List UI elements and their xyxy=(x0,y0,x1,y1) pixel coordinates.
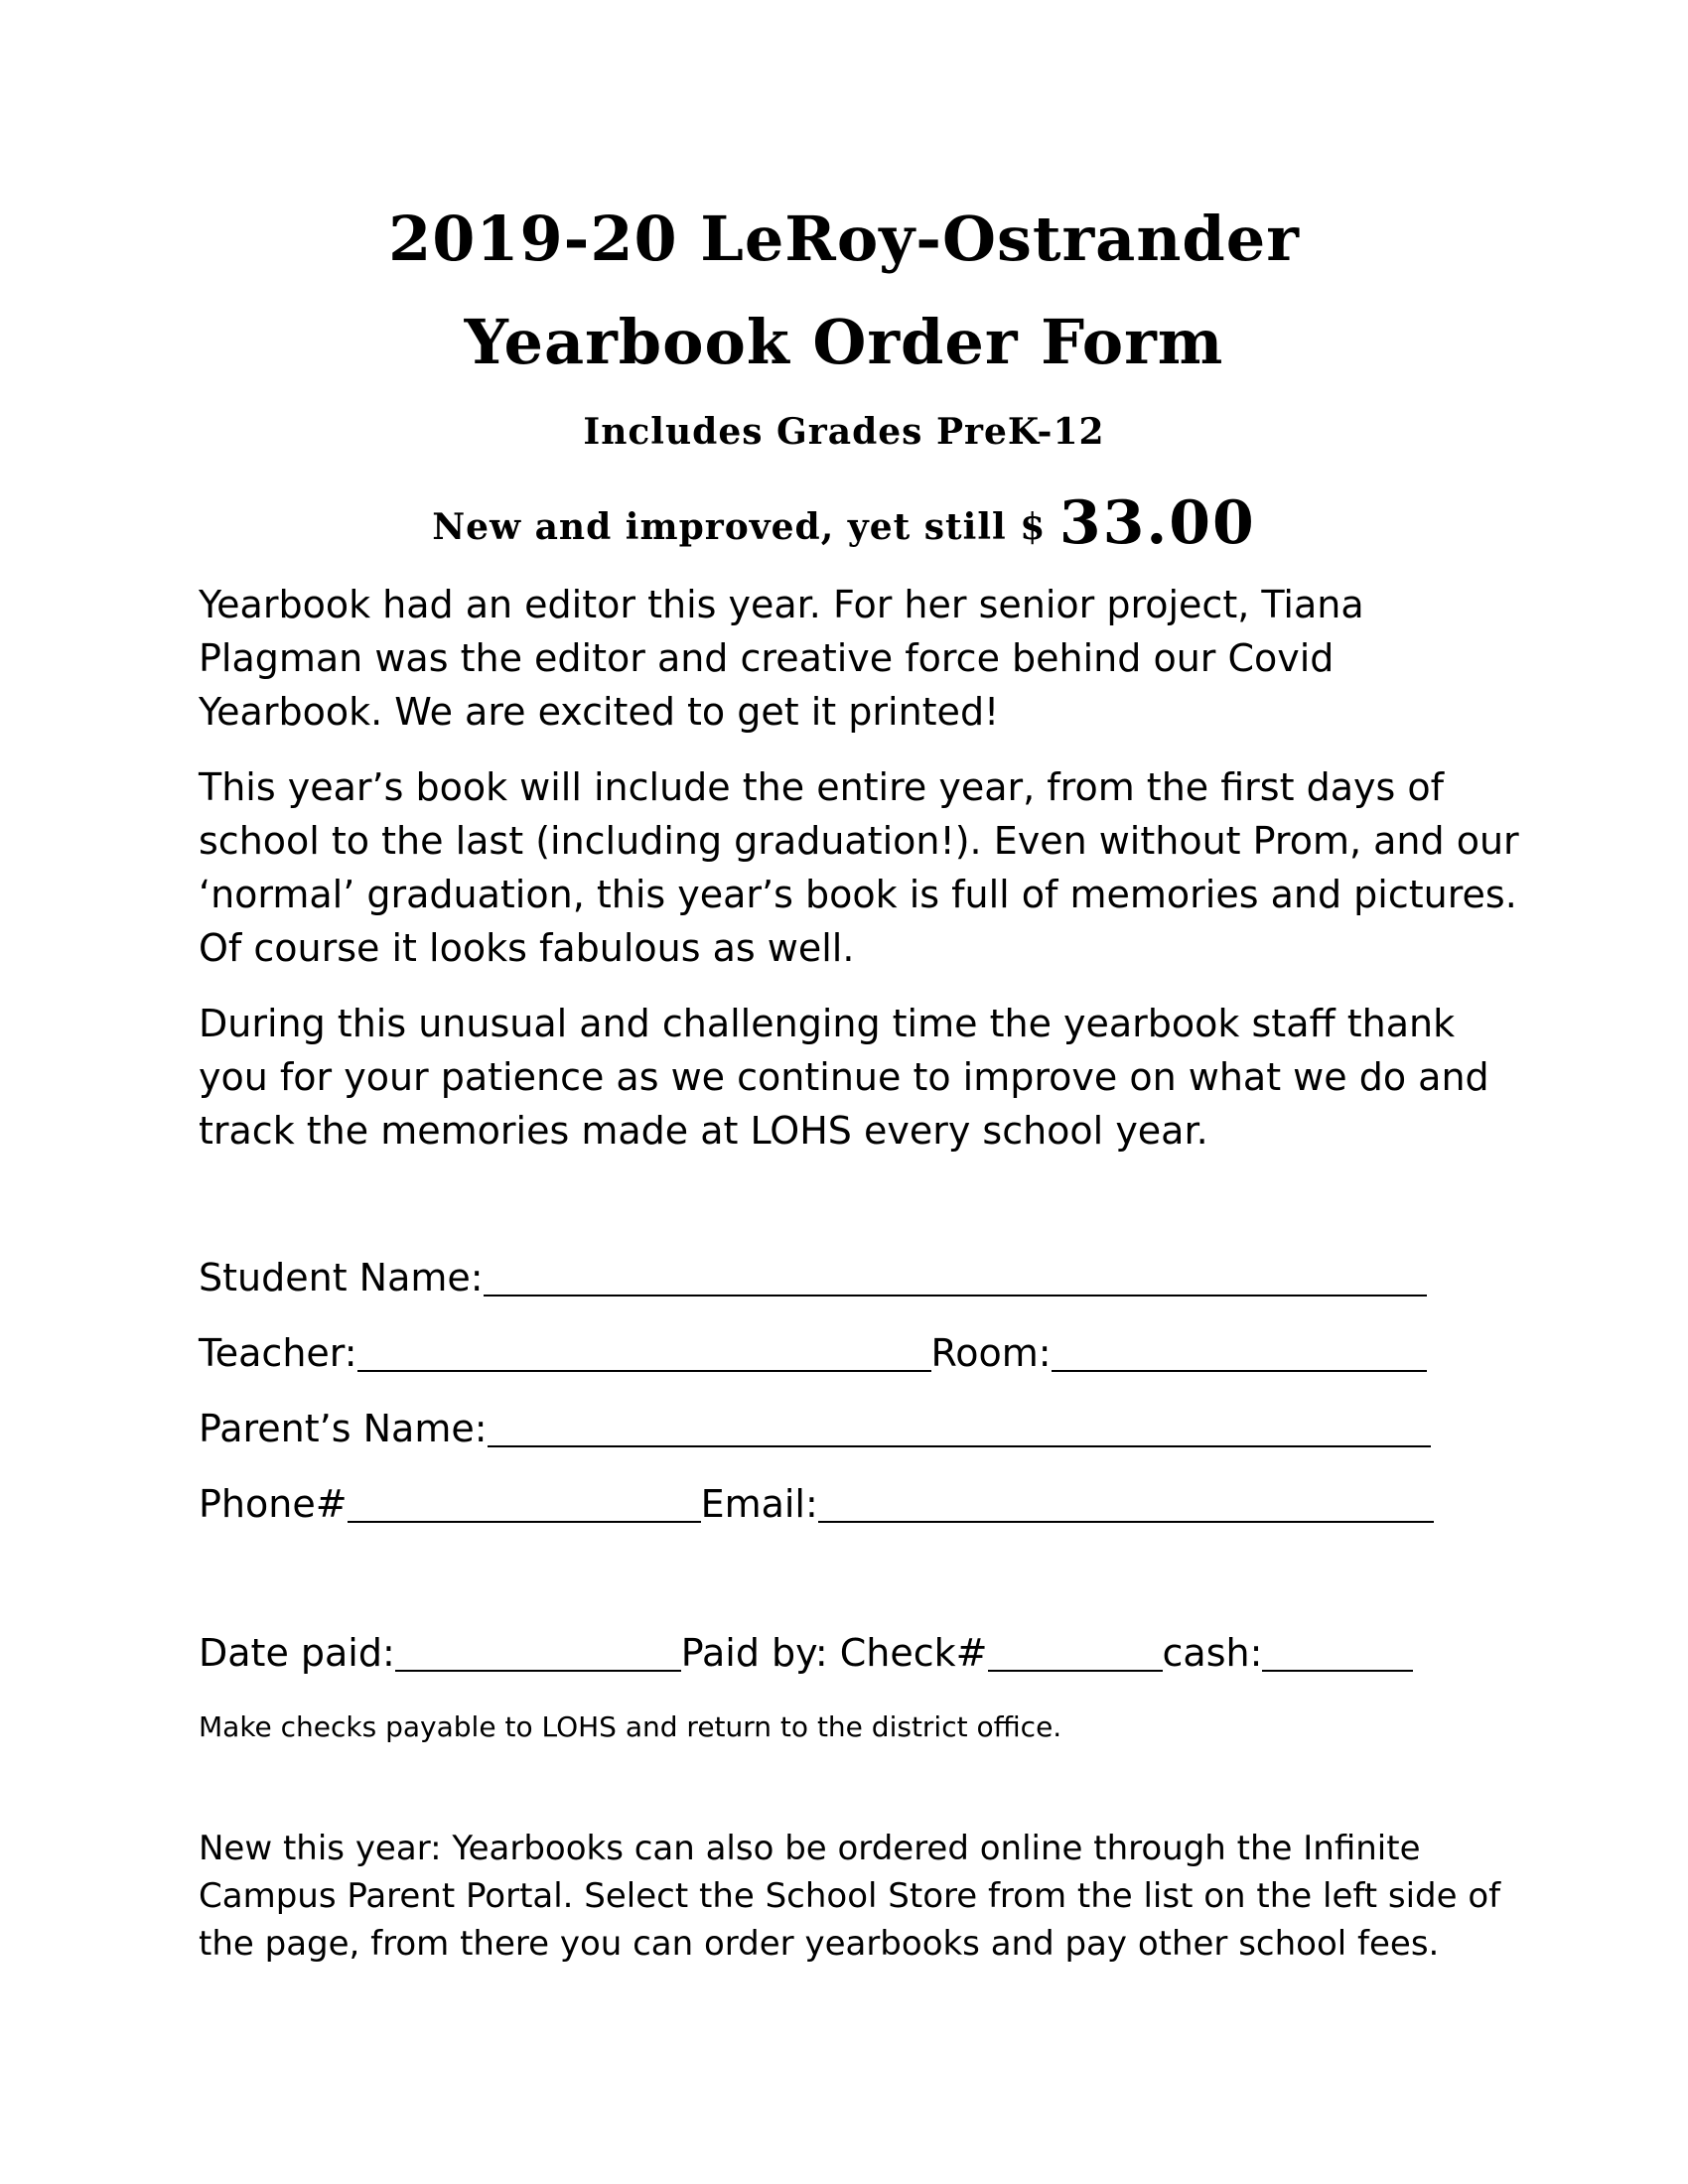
payment-note: Make checks payable to LOHS and return to the district office. xyxy=(199,1710,1062,1743)
cash-label: cash: xyxy=(1162,1631,1263,1675)
email-label: Email: xyxy=(700,1482,818,1526)
title-line-1: 2019-20 LeRoy-Ostrander xyxy=(388,203,1300,275)
teacher-label: Teacher: xyxy=(199,1331,357,1375)
subtitle: Includes Grades PreK-12 xyxy=(583,411,1105,453)
room-field[interactable] xyxy=(1052,1330,1427,1372)
email-field[interactable] xyxy=(818,1481,1434,1523)
parent-name-field[interactable] xyxy=(488,1406,1431,1447)
date-paid-field[interactable] xyxy=(395,1630,681,1672)
paragraph-thanks: During this unusual and challenging time the yearbook staff thank you for your patience as we continue to improve on what we do and track the memories made at LOHS every school year. xyxy=(199,1002,1489,1153)
online-order-note: New this year: Yearbooks can also be ordered online through the Infinite Campus Parent Portal. Select the School Store from the list on the left side of the page, from there you can order yearbooks and pay other school fees. xyxy=(199,1829,1501,1964)
date-paid-label: Date paid: xyxy=(199,1631,395,1675)
price-prefix: New and improved, yet still $ xyxy=(432,506,1047,548)
student-name-row xyxy=(199,1253,1427,1302)
cash-field[interactable] xyxy=(1262,1630,1413,1672)
price-line xyxy=(0,484,1688,558)
room-label: Room: xyxy=(930,1331,1052,1375)
payment-row xyxy=(199,1628,1413,1678)
parent-name-row xyxy=(199,1404,1431,1453)
paid-by-check-label: Paid by: Check# xyxy=(680,1631,988,1675)
paragraph-book-contents: This year’s book will include the entire year, from the first days of school to the last (including graduation!). Even without Prom, and our ‘normal’ graduation, this year’s book is full of memories and pictures. Of course it looks fabulous as well. xyxy=(199,765,1519,970)
title-line-2: Yearbook Order Form xyxy=(464,306,1224,378)
student-name-label: Student Name: xyxy=(199,1256,484,1299)
phone-label: Phone# xyxy=(199,1482,348,1526)
teacher-row xyxy=(199,1328,1427,1378)
student-name-field[interactable] xyxy=(484,1255,1427,1297)
check-number-field[interactable] xyxy=(988,1630,1163,1672)
parent-name-label: Parent’s Name: xyxy=(199,1407,488,1450)
paragraph-editor: Yearbook had an editor this year. For her senior project, Tiana Plagman was the editor and creative force behind our Covid Yearbook. We are excited to get it printed! xyxy=(199,583,1364,734)
teacher-field[interactable] xyxy=(357,1330,931,1372)
price-amount: 33.00 xyxy=(1058,488,1256,558)
phone-field[interactable] xyxy=(348,1481,701,1523)
phone-email-row xyxy=(199,1479,1434,1529)
